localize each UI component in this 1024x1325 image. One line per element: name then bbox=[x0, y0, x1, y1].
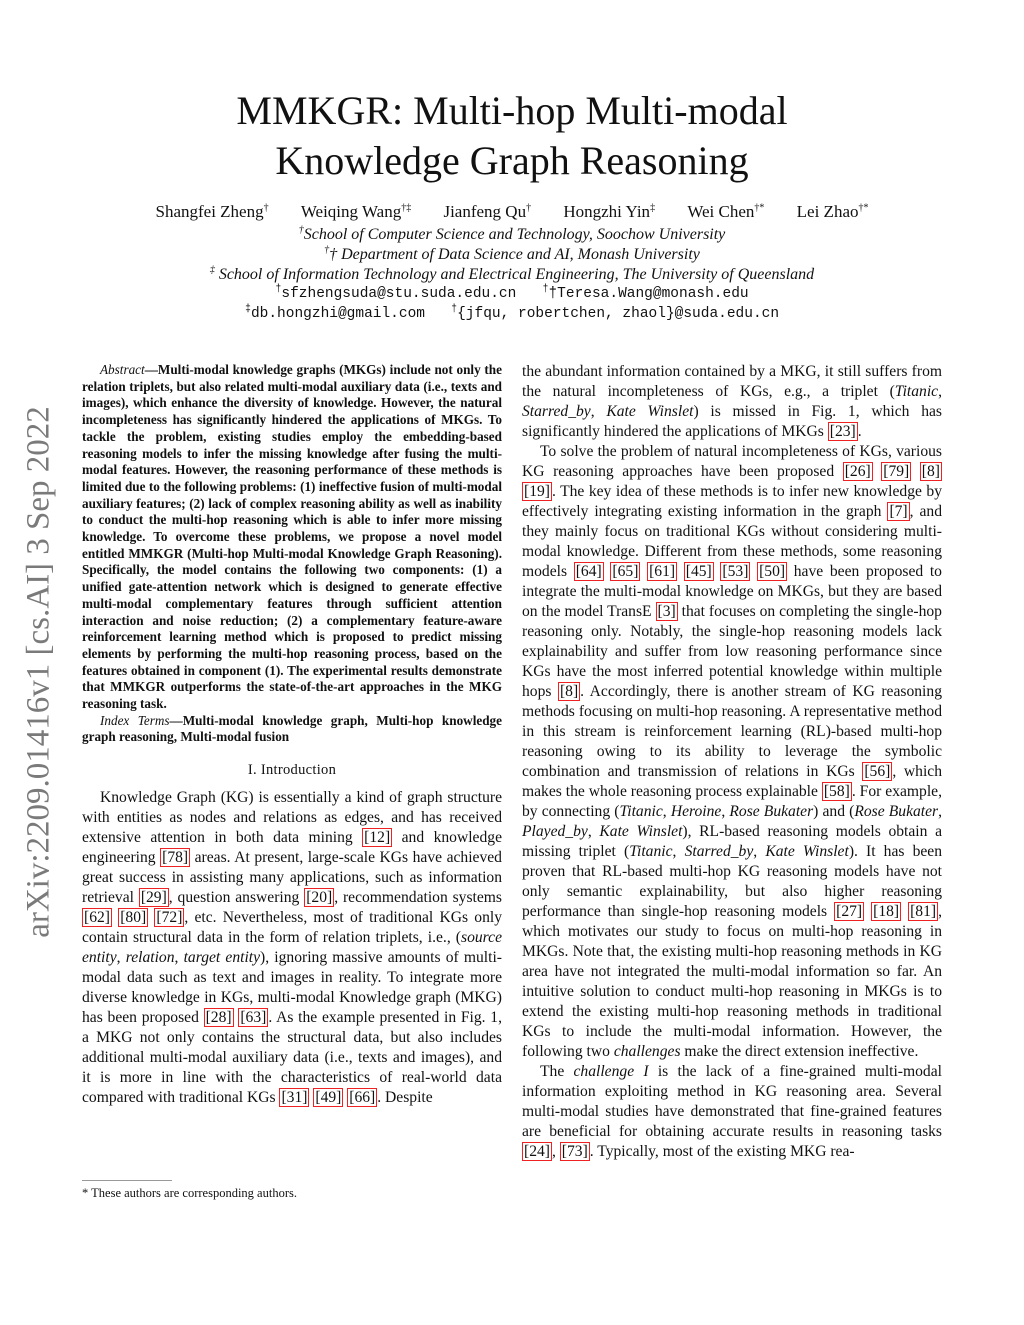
author: Weiqing Wang†‡ bbox=[300, 202, 412, 221]
citation-link[interactable]: [63] bbox=[240, 1009, 267, 1027]
citation-link[interactable]: [61] bbox=[649, 563, 676, 580]
citation-link[interactable]: [73] bbox=[561, 1143, 588, 1160]
affiliation: †† Department of Data Science and AI, Monash University bbox=[324, 244, 700, 263]
citation-link[interactable]: [72] bbox=[156, 909, 183, 927]
left-column bbox=[82, 362, 502, 1108]
arxiv-id: arXiv:2209.01416v1 [cs.AI] 3 Sep 2022 bbox=[20, 406, 57, 938]
citation-link[interactable]: [79] bbox=[883, 463, 910, 480]
citation-link[interactable]: [66] bbox=[349, 1089, 376, 1107]
citation-link[interactable]: [20] bbox=[306, 889, 333, 907]
citation-link[interactable]: [50] bbox=[759, 563, 786, 580]
citation-link[interactable]: [7] bbox=[889, 503, 908, 520]
citation-link[interactable]: [3] bbox=[657, 603, 676, 620]
citation-link[interactable]: [81] bbox=[910, 903, 937, 920]
affiliation: †School of Computer Science and Technology, Soochow University bbox=[298, 224, 726, 243]
citation-link[interactable]: [8] bbox=[921, 463, 940, 480]
abstract: Abstract—Multi-modal knowledge graphs (MKGs) include not only the relation triplets, but also related multi-modal auxiliary data (i.e., texts and images), which enhance the diversity of knowledge. However, the natural incompleteness has significantly hindered the applications of MKGs. To tackle the problem, existing studies employ the embedding-based reasoning models to infer the missing knowledge after fusing the multi-modal features. However, the reasoning performance of these methods is limited due to the following problems: (1) ineffective fusion of multi-modal auxiliary features; (2) lack of complex reasoning ability as well as inability to conduct the multi-hop reasoning which is able to infer more missing knowledge. To overcome these problems, we propose a novel model entitled MMKGR (Multi-hop Multi-modal Knowledge Graph Reasoning). Specifically, the model contains the following two components: (1) a unified gate-attention network which is designed to generate effective multi-modal complementary features through sufficient attention interaction and noise reduction; (2) a complementary feature-aware reinforcement learning method which is proposed to predict missing elements by performing the multi-hop reasoning process, based on the features obtained in component (1). The experimental results demonstrate that MMKGR outperforms the state-of-the-art approaches in the MKG reasoning task. bbox=[82, 362, 502, 712]
paragraph: The challenge I is the lack of a fine-grained multi-modal information exploiting method in KG reasoning area. Several multi-modal studies have demonstrated that fine-grained features are beneficial for obtaining accurate results in reasoning tasks [24] , [73] . Typically, most of the existing MKG rea- bbox=[522, 1063, 942, 1160]
author: Hongzhi Yin‡ bbox=[563, 202, 656, 221]
title-line-2: Knowledge Graph Reasoning bbox=[275, 138, 749, 183]
footnote-rule bbox=[82, 1180, 172, 1181]
abstract-label: Abstract bbox=[100, 362, 145, 377]
email-line: ‡db.hongzhi@gmail.com †{jfqu, robertchen, zhaol}@suda.edu.cn bbox=[244, 304, 780, 322]
email-line: †sfzhengsuda@stu.suda.edu.cn ††Teresa.Wang@monash.edu bbox=[275, 284, 749, 302]
citation-link[interactable]: [62] bbox=[84, 909, 110, 927]
paragraph: the abundant information contained by a MKG, it still suffers from the natural incompleteness of KGs, e.g., a triplet (Titanic, Starred_by, Kate Winslet) is missed in Fig. 1, which has significantly hindered the applications of MKGs [23] . bbox=[522, 363, 942, 440]
citation-link[interactable]: [31] bbox=[281, 1089, 308, 1107]
arxiv-sidebar bbox=[8, 372, 70, 972]
citation-link[interactable]: [23] bbox=[829, 423, 856, 440]
author: Jianfeng Qu† bbox=[443, 202, 532, 221]
paper-title bbox=[0, 86, 1024, 186]
index-terms-label: Index Terms bbox=[100, 712, 170, 728]
citation-link[interactable]: [58] bbox=[823, 783, 850, 800]
citation-link[interactable]: [8] bbox=[559, 683, 579, 700]
citation-link[interactable]: [49] bbox=[315, 1089, 342, 1107]
citation-link[interactable]: [65] bbox=[612, 563, 639, 580]
citation-link[interactable]: [24] bbox=[524, 1143, 550, 1160]
citation-link[interactable]: [45] bbox=[685, 563, 712, 580]
author-list bbox=[0, 202, 1024, 222]
paragraph: To solve the problem of natural incompleteness of KGs, various KG reasoning approaches have been proposed [26] [79] [8] [19] . The key idea of these methods is to infer new knowledge by effectively integrating existing information in the graph [7] , and they mainly focus on traditional KGs without considering multi-modal knowledge. Different from these methods, some reasoning models [64] [65] [61] [45] [53] [50] have been proposed to integrate the multi-modal knowledge on MKGs, but they are based on the model TransE [3] that focuses on completing the single-hop reasoning only. Notably, the single-hop reasoning models lack explainability and suffer from low reasoning performance since KGs have the most inferred potential knowledge within multiple hops [8] . Accordingly, there is another stream of KG reasoning methods focusing on multi-hop reasoning. A representative method in this stream is reinforcement learning (RL)-based multi-hop reasoning owing to its ability to leverage the symbolic combination and transmission of relations in KGs [56] , which makes the whole reasoning process explainable [58] . For example, by connecting (Titanic, Heroine, Rose Bukater) and (Rose Bukater, Played_by, Kate Winslet), RL-based reasoning models obtain a missing triplet (Titanic, Starred_by, Kate Winslet). It has been proven that RL-based multi-hop KG reasoning models have not only semantic explainability, but also higher reasoning performance than single-hop reasoning models [27] [18] [81] , which motivates our study to focus on multi-hop reasoning in MKGs. Note that, the existing multi-hop reasoning methods in KG area have not integrated the multi-modal information so far. An intuitive solution to conduct multi-hop reasoning in MKGs is to extend the existing multi-hop reasoning methods in traditional KGs to include the multi-modal information. However, the following two challenges make the direct extension ineffective. bbox=[522, 443, 943, 1060]
citation-link[interactable]: [12] bbox=[364, 829, 391, 847]
index-terms: Index Terms—Multi-modal knowledge graph, Multi-hop knowledge graph reasoning, Multi-modal fusion bbox=[82, 712, 502, 745]
author: Lei Zhao†* bbox=[796, 202, 869, 221]
citation-link[interactable]: [28] bbox=[205, 1009, 232, 1027]
citation-link[interactable]: [56] bbox=[864, 763, 891, 780]
right-column bbox=[522, 362, 942, 1162]
affiliation: ‡ School of Information Technology and Electrical Engineering, The University of Queensland bbox=[209, 264, 815, 283]
title-line-1: MMKGR: Multi-hop Multi-modal bbox=[236, 88, 788, 133]
footnote: * These authors are corresponding authors. bbox=[82, 1186, 297, 1200]
section-heading: I. Introduction bbox=[247, 762, 337, 779]
citation-link[interactable]: [78] bbox=[162, 849, 189, 867]
author: Wei Chen†* bbox=[687, 202, 765, 221]
citation-link[interactable]: [18] bbox=[873, 903, 900, 920]
citation-link[interactable]: [26] bbox=[844, 463, 871, 480]
citation-link[interactable]: [80] bbox=[120, 909, 147, 927]
citation-link[interactable]: [53] bbox=[722, 563, 749, 580]
citation-link[interactable]: [27] bbox=[836, 903, 863, 920]
citation-link[interactable]: [64] bbox=[575, 563, 602, 580]
citation-link[interactable]: [19] bbox=[524, 483, 550, 500]
author: Shangfei Zheng† bbox=[155, 202, 269, 221]
citation-link[interactable]: [29] bbox=[140, 889, 167, 907]
intro-paragraph: Knowledge Graph (KG) is essentially a kind of graph structure with entities as nodes and relations as edges, and has received extensive attention in both data mining [12] and knowledge engineering [78] areas. At present, large-scale KGs have achieved great success in assisting many applications, such as information retrieval [29] , question answering [20] , recommendation systems [62] [80] [72] , etc. Nevertheless, most of traditional KGs only contain structural data in the form of relation triplets, i.e., (source entity, relation, target entity), ignoring massive amounts of multi-modal data such as text and images in reality. To integrate more diverse knowledge in KGs, multi-modal Knowledge graph (MKG) has been proposed [28] [63] . As the example presented in Fig. 1, a MKG not only contains the structural data, but also includes additional multi-modal auxiliary data (i.e., texts and images), and it is more in line with the characteristics of real-world data compared with traditional KGs [31] [49] [66] . Despite bbox=[82, 789, 502, 1107]
